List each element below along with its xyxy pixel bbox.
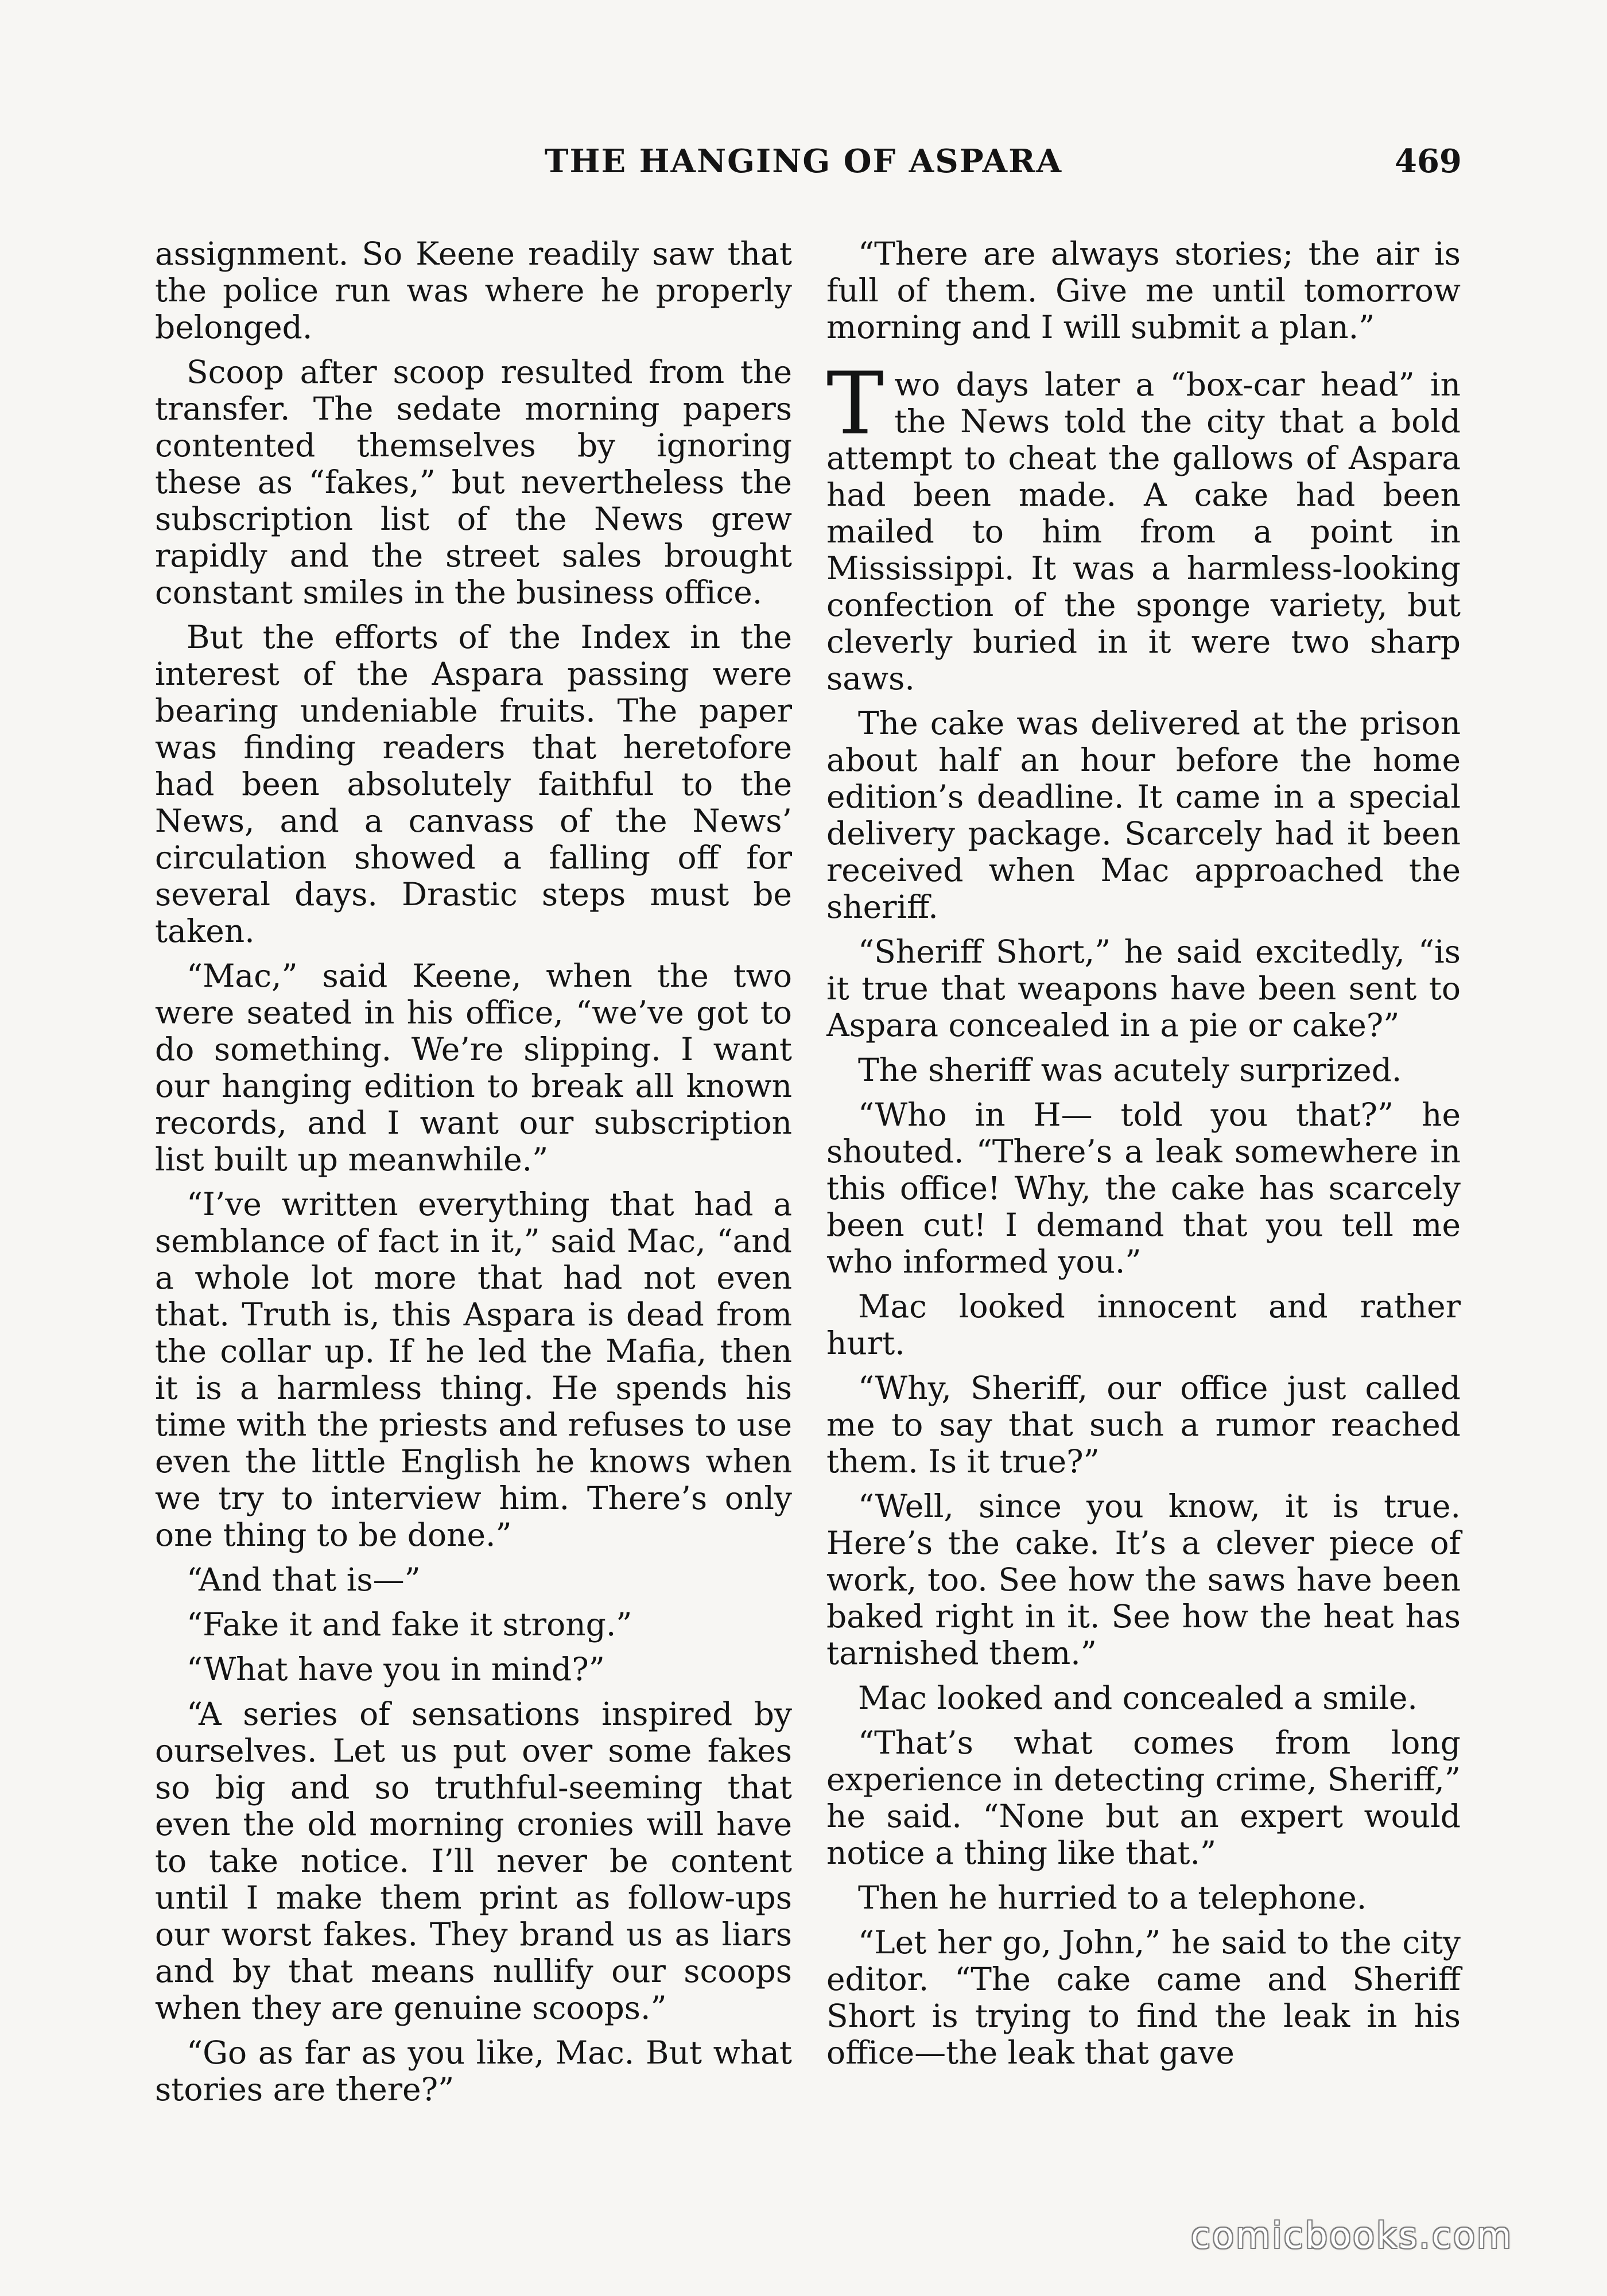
paragraph: Then he hurried to a telephone. [858, 1879, 1367, 1916]
paragraph: “Well, since you know, it is true. Here’s the cake. It’s a clever piece of work, too. See how the saws have been baked right in it. See how the heat has tarnished them.” [826, 1488, 1461, 1671]
paragraph: “A series of sensations inspired by ourselves. Let us put over some fakes so big and so truthful-seeming that even the old morning cronies will have to take notice. I’ll never be content until I make them print as follow-ups our worst fakes. They brand us as liars and by that means nullify our scoops when they are genuine scoops.” [155, 1696, 792, 2026]
paragraph: “Mac,” said Keene, when the two were seated in his office, “we’ve got to do something. We’re slipping. I want our hanging edition to break all known records, and I want our subscription list built up meanwhile.” [155, 957, 792, 1178]
paragraph: The cake was delivered at the prison about half an hour before the home edition’s deadline. It came in a special delivery package. Scarcely had it been received when Mac approached the sheriff. [826, 705, 1461, 925]
paragraph: But the efforts of the Index in the interest of the Aspara passing were bearing undeniable fruits. The paper was finding readers that heretofore had been absolutely faithful to the News, and a canvass of the News’ circulation showed a falling off for several days. Drastic steps must be taken. [155, 619, 792, 949]
paragraph: The sheriff was acutely surprized. [858, 1052, 1402, 1088]
paragraph: “I’ve written everything that had a semblance of fact in it,” said Mac, “and a whole lot more that had not even that. Truth is, this Aspara is dead from the collar up. If he led the Mafia, then it is a harmless thing. He spends his time with the priests and refuses to use even the little English he knows when we try to interview him. There’s only one thing to be done.” [155, 1186, 792, 1553]
paragraph: “Who in H— told you that?” he shouted. “There’s a leak somewhere in this office! Why, the cake has scarcely been cut! I demand that you tell me who informed you.” [826, 1096, 1461, 1280]
paragraph: “Go as far as you like, Mac. But what stories are there?” [155, 2034, 792, 2108]
right-column [826, 235, 1461, 2079]
paragraph: “Let her go, John,” he said to the city editor. “The cake came and Sheriff Short is trying to find the leak in his office—the leak that gave [826, 1924, 1461, 2071]
paragraph: Mac looked and concealed a smile. [858, 1680, 1418, 1716]
watermark: comicbooks.com [1191, 2214, 1513, 2256]
section-opening-paragraph [826, 354, 1461, 697]
paragraph: “Fake it and fake it strong.” [187, 1606, 632, 1643]
paragraph: Mac looked innocent and rather hurt. [826, 1288, 1461, 1362]
running-title: THE HANGING OF ASPARA [544, 142, 1063, 180]
paragraph: “What have you in mind?” [187, 1651, 605, 1688]
paragraph: assignment. So Keene readily saw that the police run was where he properly belonged. [155, 235, 792, 346]
paragraph: Scoop after scoop resulted from the transfer. The sedate morning papers contented themselves by ignoring these as “fakes,” but nevertheless the subscription list of the News grew rapidly and the street sales brought constant smiles in the business office. [155, 354, 792, 611]
paragraph: “Sheriff Short,” he said excitedly, “is it true that weapons have been sent to Aspara concealed in a pie or cake?” [826, 933, 1461, 1044]
paragraph-text: wo days later a “box-car head” in the News told the city that a bold attempt to cheat the gallows of Aspara had been made. A cake had been mailed to him from a point in Mississippi. It was a harmless-looking confection of the sponge variety, but cleverly buried in it were two sharp saws. [826, 366, 1461, 697]
paragraph: “That’s what comes from long experience in detecting crime, Sheriff,” he said. “None but an expert would notice a thing like that.” [826, 1724, 1461, 1871]
page-number: 469 [1395, 142, 1462, 180]
paragraph: “And that is—” [187, 1561, 421, 1598]
drop-cap: T [826, 354, 884, 454]
running-header [0, 142, 1607, 188]
paragraph: “Why, Sheriff, our office just called me to say that such a rumor reached them. Is it true?” [826, 1370, 1461, 1480]
paragraph: “There are always stories; the air is full of them. Give me until tomorrow morning and I will submit a plan.” [826, 235, 1461, 346]
left-column [155, 235, 792, 2116]
